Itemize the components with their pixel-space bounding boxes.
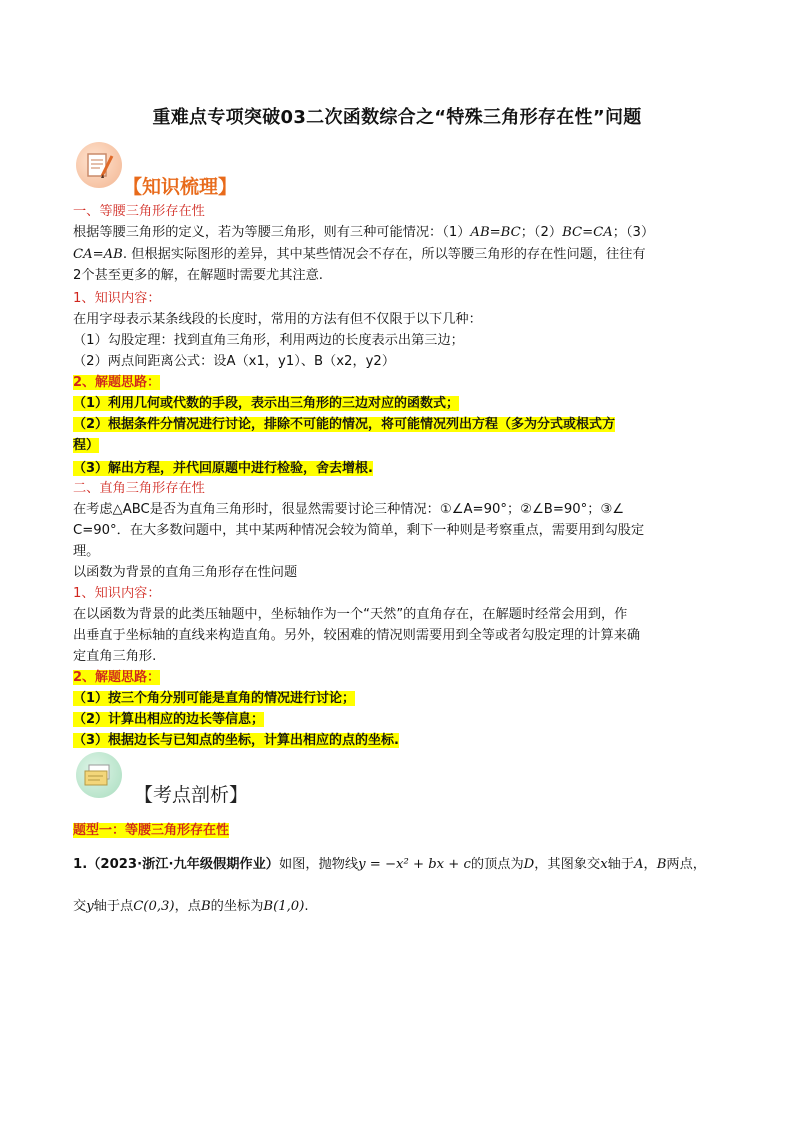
part1-idea-1: （1）利用几何或代数的手段，表示出三角形的三边对应的函数式； [73, 396, 460, 411]
part1-idea-2-cont: 程） [73, 438, 100, 453]
part1-idea-2: （2）根据条件分情况进行讨论，排除不可能的情况，将可能情况列出方程（多为分式或根式方 [73, 417, 616, 432]
part2-idea-2: （2）计算出相应的边长等信息； [73, 712, 265, 727]
part2-knowledge-label: 1、知识内容： [73, 586, 161, 601]
part1-knowledge-label: 1、知识内容： [73, 291, 161, 306]
part1-idea-3: （3）解出方程，并代回原题中进行检验，舍去增根. [73, 461, 373, 476]
part2-knowledge-line-1: 在以函数为背景的此类压轴题中，坐标轴作为一个“天然”的直角存在，在解题时经常会用到，作 [73, 607, 628, 622]
part1-ideas-label: 2、解题思路： [73, 375, 161, 390]
notebook-pencil-icon [76, 142, 122, 188]
question-1-line-2: 交y轴于点C(0,3)，点B的坐标为B(1,0). [73, 899, 309, 914]
part2-idea-3: （3）根据边长与已知点的坐标，计算出相应的点的坐标. [73, 733, 399, 748]
analysis-heading-label: 【考点剖析】 [134, 784, 249, 806]
documents-icon [76, 752, 122, 798]
knowledge-heading [76, 142, 316, 198]
part1-knowledge-item-1: （1）勾股定理：找到直角三角形，利用两边的长度表示出第三边； [73, 333, 464, 348]
question-1-line-1: 1.（2023·浙江·九年级假期作业）如图，抛物线y = −x² + bx + c的顶点为D，其图象交x轴于A，B两点， [73, 857, 706, 872]
part2-subtitle: 以函数为背景的直角三角形存在性问题 [73, 565, 298, 580]
part2-title: 二、直角三角形存在性 [73, 481, 205, 496]
part2-idea-1: （1）按三个角分别可能是直角的情况进行讨论； [73, 691, 356, 706]
part2-knowledge-line-2: 出垂直于坐标轴的直线来构造直角。另外，较困难的情况则需要用到全等或者勾股定理的计算来确 [73, 628, 641, 643]
part2-paragraph-line-3: 理。 [73, 544, 100, 559]
part2-ideas-label: 2、解题思路： [73, 670, 161, 685]
part1-intro: 根据等腰三角形的定义，若为等腰三角形，则有三种可能情况：（1）AB=BC；（2）BC=CA；（3） CA=AB. 但根据实际图形的差异，其中某些情况会不存在，所以等腰三角形的存在性问题，往往有 2个甚至更多的解，在解题时需要尤其注意. [73, 225, 655, 283]
part2-paragraph-line-2: C=90°．在大多数问题中，其中某两种情况会较为简单，剩下一种则是考察重点，需要用到勾股定 [73, 523, 645, 538]
knowledge-heading-label: 【知识梳理】 [123, 176, 238, 198]
part1-title: 一、等腰三角形存在性 [73, 204, 205, 219]
part2-paragraph-line-1: 在考虑△ABC是否为直角三角形时，很显然需要讨论三种情况：①∠A=90°；②∠B=90°；③∠ [73, 502, 625, 517]
part2-knowledge-line-3: 定直角三角形. [73, 649, 157, 664]
part1-knowledge-item-2: （2）两点间距离公式：设A（x1，y1）、B（x2，y2） [73, 354, 396, 369]
page-title: 重难点专项突破03二次函数综合之“特殊三角形存在性”问题 [152, 107, 642, 128]
analysis-heading [76, 752, 316, 804]
question-type-label: 题型一：等腰三角形存在性 [73, 823, 230, 838]
part1-knowledge-text: 在用字母表示某条线段的长度时，常用的方法有但不仅限于以下几种： [73, 312, 482, 327]
